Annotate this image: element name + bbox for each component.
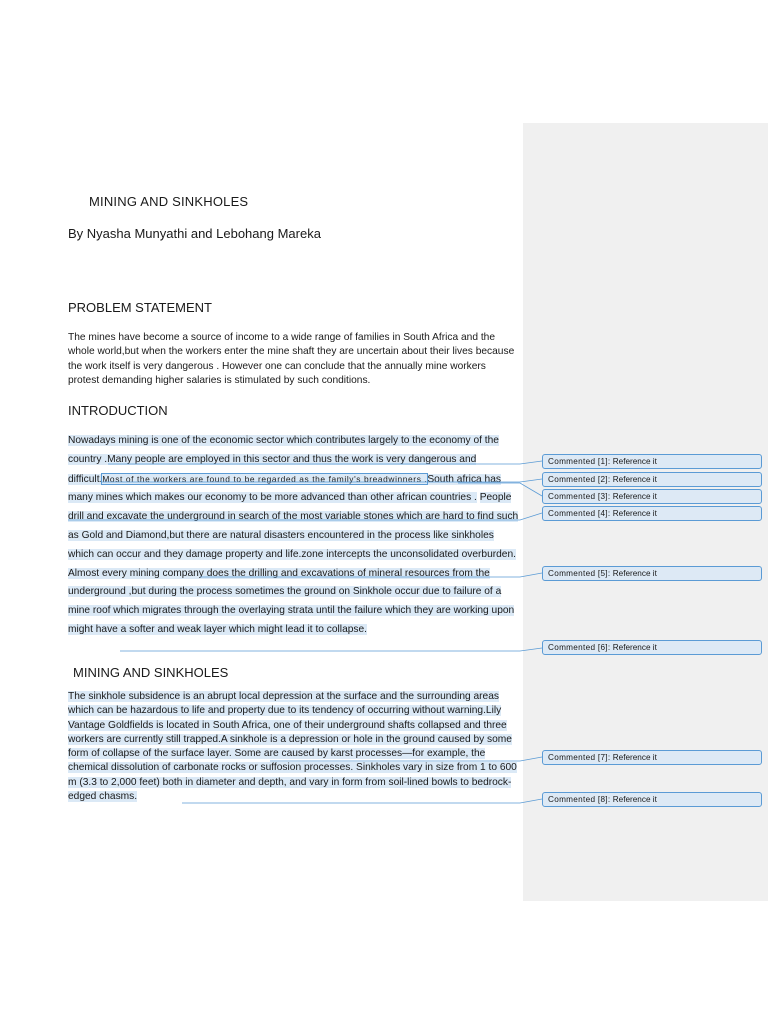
document-title: MINING AND SINKHOLES	[89, 194, 249, 209]
comment-text: Reference it	[610, 643, 657, 652]
comment-tag: Commented [8]:	[548, 795, 611, 804]
commented-text-run[interactable]: People drill and excavate the underground in search of the most variable stones which are hard to find such as Gold and Diamond,but there are natural disasters encountered in the process like sinkholes which can occur and they damage property and life.zone intercepts the unconsolidated overburden.	[68, 492, 519, 560]
comment-balloon[interactable]	[542, 489, 762, 504]
comment-tag: Commented [5]:	[548, 569, 611, 578]
commented-text-run[interactable]: Almost every mining company does the drilling and excavations of mineral resources from the underground ,but during the process sometimes the ground on Sinkhole occur due to failure of a mine roof which migrates through the overlaying strata until the failure which they are working upon might have a softer and weak layer which might lead it to collapse.	[68, 567, 515, 635]
mining-sinkholes-heading: MINING AND SINKHOLES	[73, 665, 229, 680]
comment-leader-line	[120, 648, 542, 651]
comment-text: Reference it	[610, 569, 657, 578]
comment-balloon[interactable]	[542, 792, 762, 807]
comment-tag: Commented [2]:	[548, 475, 611, 484]
comment-text: Reference it	[610, 795, 657, 804]
comment-tag: Commented [6]:	[548, 643, 611, 652]
problem-statement-paragraph: The mines have become a source of income to a wide range of families in South Africa and the whole world,but when the workers enter the mine shaft they are uncertain about their lives because the work itself is very dangerous . However one can conclude that the annually mine workers protest demanding higher salaries is stimulated by such conditions.	[68, 332, 515, 386]
comment-tag: Commented [4]:	[548, 509, 611, 518]
comment-tag: Commented [1]:	[548, 457, 611, 466]
commented-text-run[interactable]: Nowadays mining is one of the economic sector which contributes largely to the economy of the country .	[68, 435, 499, 465]
comment-text: Reference it	[610, 457, 657, 466]
commented-text-run[interactable]: The sinkhole subsidence is an abrupt local depression at the surface and the surrounding areas which can be hazardous to life and property due to its tendency of occurring without warning.Lily Vantage Goldfields is located in South Africa, one of their underground shafts collapsed and three workers are currently still trapped.A sinkhole is a depression or hole in the ground caused by some form of collapse of the surface layer.	[68, 691, 512, 760]
comment-balloon[interactable]	[542, 472, 762, 487]
commented-text-run[interactable]: Most of the workers are found to be regarded as the family's breadwinners .	[102, 473, 428, 484]
comment-text: Reference it	[610, 753, 657, 762]
introduction-heading: INTRODUCTION	[68, 403, 168, 418]
commented-text-run[interactable]: South africa has many mines which makes our economy to be more advanced than other african countries .	[68, 473, 501, 504]
comment-balloon[interactable]	[542, 640, 762, 655]
author-byline: By Nyasha Munyathi and Lebohang Mareka	[68, 226, 321, 241]
comment-text: Reference it	[610, 509, 657, 518]
problem-statement-heading: PROBLEM STATEMENT	[68, 300, 212, 315]
comment-balloon[interactable]	[542, 750, 762, 765]
comment-tag: Commented [7]:	[548, 753, 611, 762]
comment-balloon[interactable]	[542, 454, 762, 469]
introduction-paragraph	[68, 432, 520, 640]
comment-balloon[interactable]	[542, 506, 762, 521]
comment-text: Reference it	[610, 492, 657, 501]
commented-text-run[interactable]: Many people are employed in this sector and thus the work is very dangerous and difficult.	[68, 453, 477, 485]
commented-text-run[interactable]: Some are caused by karst processes—for example, the chemical dissolution of carbonate rocks or suffosion processes. Sinkholes vary in size from 1 to 600 m (3.3 to 2,000 feet) both in diameter and depth, and vary in form from soil-lined bowls to bedrock-edged chasms.	[68, 748, 517, 803]
comment-text: Reference it	[610, 475, 657, 484]
comment-tag: Commented [3]:	[548, 492, 611, 501]
comment-balloon[interactable]	[542, 566, 762, 581]
mining-sinkholes-paragraph	[68, 690, 520, 804]
